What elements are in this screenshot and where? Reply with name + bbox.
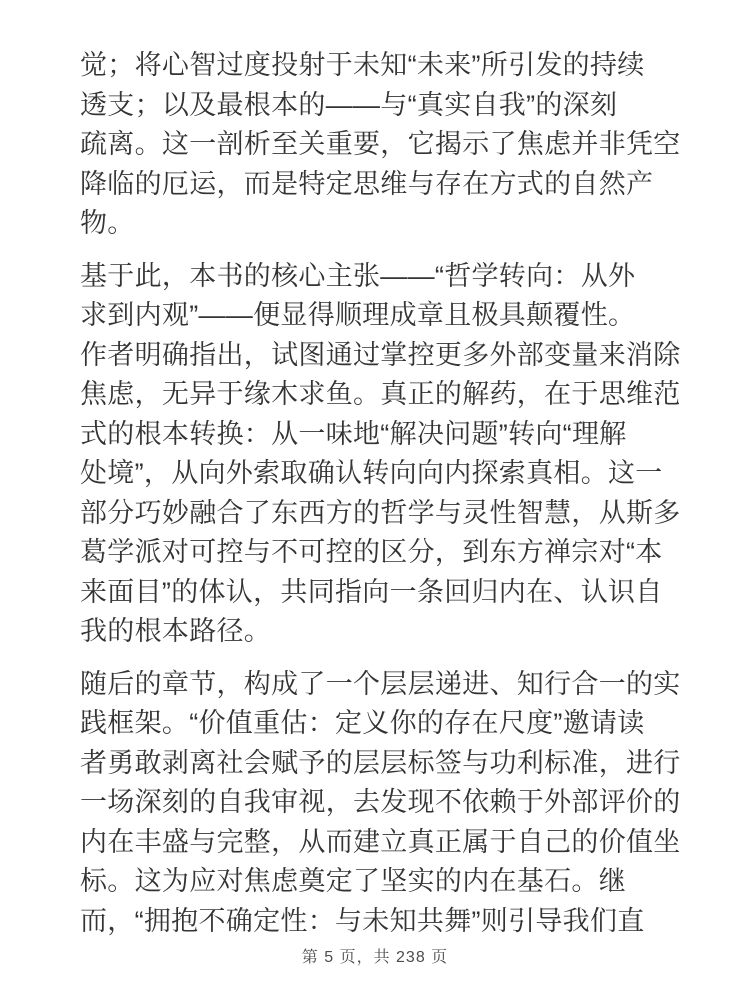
text-line: 一场深刻的自我审视，去发现不依赖于外部评价的	[80, 787, 681, 817]
text-line: 我的根本路径。	[80, 616, 272, 646]
paragraph	[80, 257, 681, 652]
text-line: 求到内观”——便显得顺理成章且极具颠覆性。	[80, 300, 636, 330]
text-line: 降临的厄运，而是特定思维与存在方式的自然产	[80, 168, 654, 199]
text-line: 处境”，从向外索取确认转向向内探索真相。这一	[80, 458, 663, 488]
text-line: 疏离。这一剖析至关重要，它揭示了焦虑并非凭空	[80, 129, 681, 159]
text-line: 式的根本转换：从一味地“解决问题”转向“理解	[80, 418, 627, 449]
text-line: 焦虑，无异于缘木求鱼。真正的解药，在于思维范	[80, 379, 681, 409]
text-line: 内在丰盛与完整，从而建立真正属于自己的价值坐	[80, 826, 681, 857]
text-line: 者勇敢剥离社会赋予的层层标签与功利标准，进行	[80, 747, 681, 778]
text-line: 觉；将心智过度投射于未知“未来”所引发的持续	[80, 50, 645, 80]
page-indicator: 第 5 页，共 238 页	[301, 949, 449, 966]
text-line: 标。这为应对焦虑奠定了坚实的内在基石。继	[80, 866, 626, 896]
text-line: 基于此，本书的核心主张——“哲学转向：从外	[80, 260, 636, 291]
paragraph	[80, 665, 681, 942]
paragraph	[80, 46, 681, 244]
text-line: 透支；以及最根本的——与“真实自我”的深刻	[80, 89, 618, 120]
text-line: 物。	[80, 208, 135, 238]
text-line: 作者明确指出，试图通过掌控更多外部变量来消除	[80, 339, 681, 370]
text-line: 葛学派对可控与不可控的区分，到东方禅宗对“本	[80, 537, 663, 567]
text-line: 来面目”的体认，共同指向一条回归内在、认识自	[80, 576, 663, 607]
text-line: 随后的章节，构成了一个层层递进、知行合一的实	[80, 668, 681, 699]
text-line: 部分巧妙融合了东西方的哲学与灵性智慧，从斯多	[80, 497, 681, 528]
text-line: 而，“拥抱不确定性：与未知共舞”则引导我们直	[80, 905, 645, 936]
text-line: 践框架。“价值重估：定义你的存在尺度”邀请读	[80, 708, 645, 738]
